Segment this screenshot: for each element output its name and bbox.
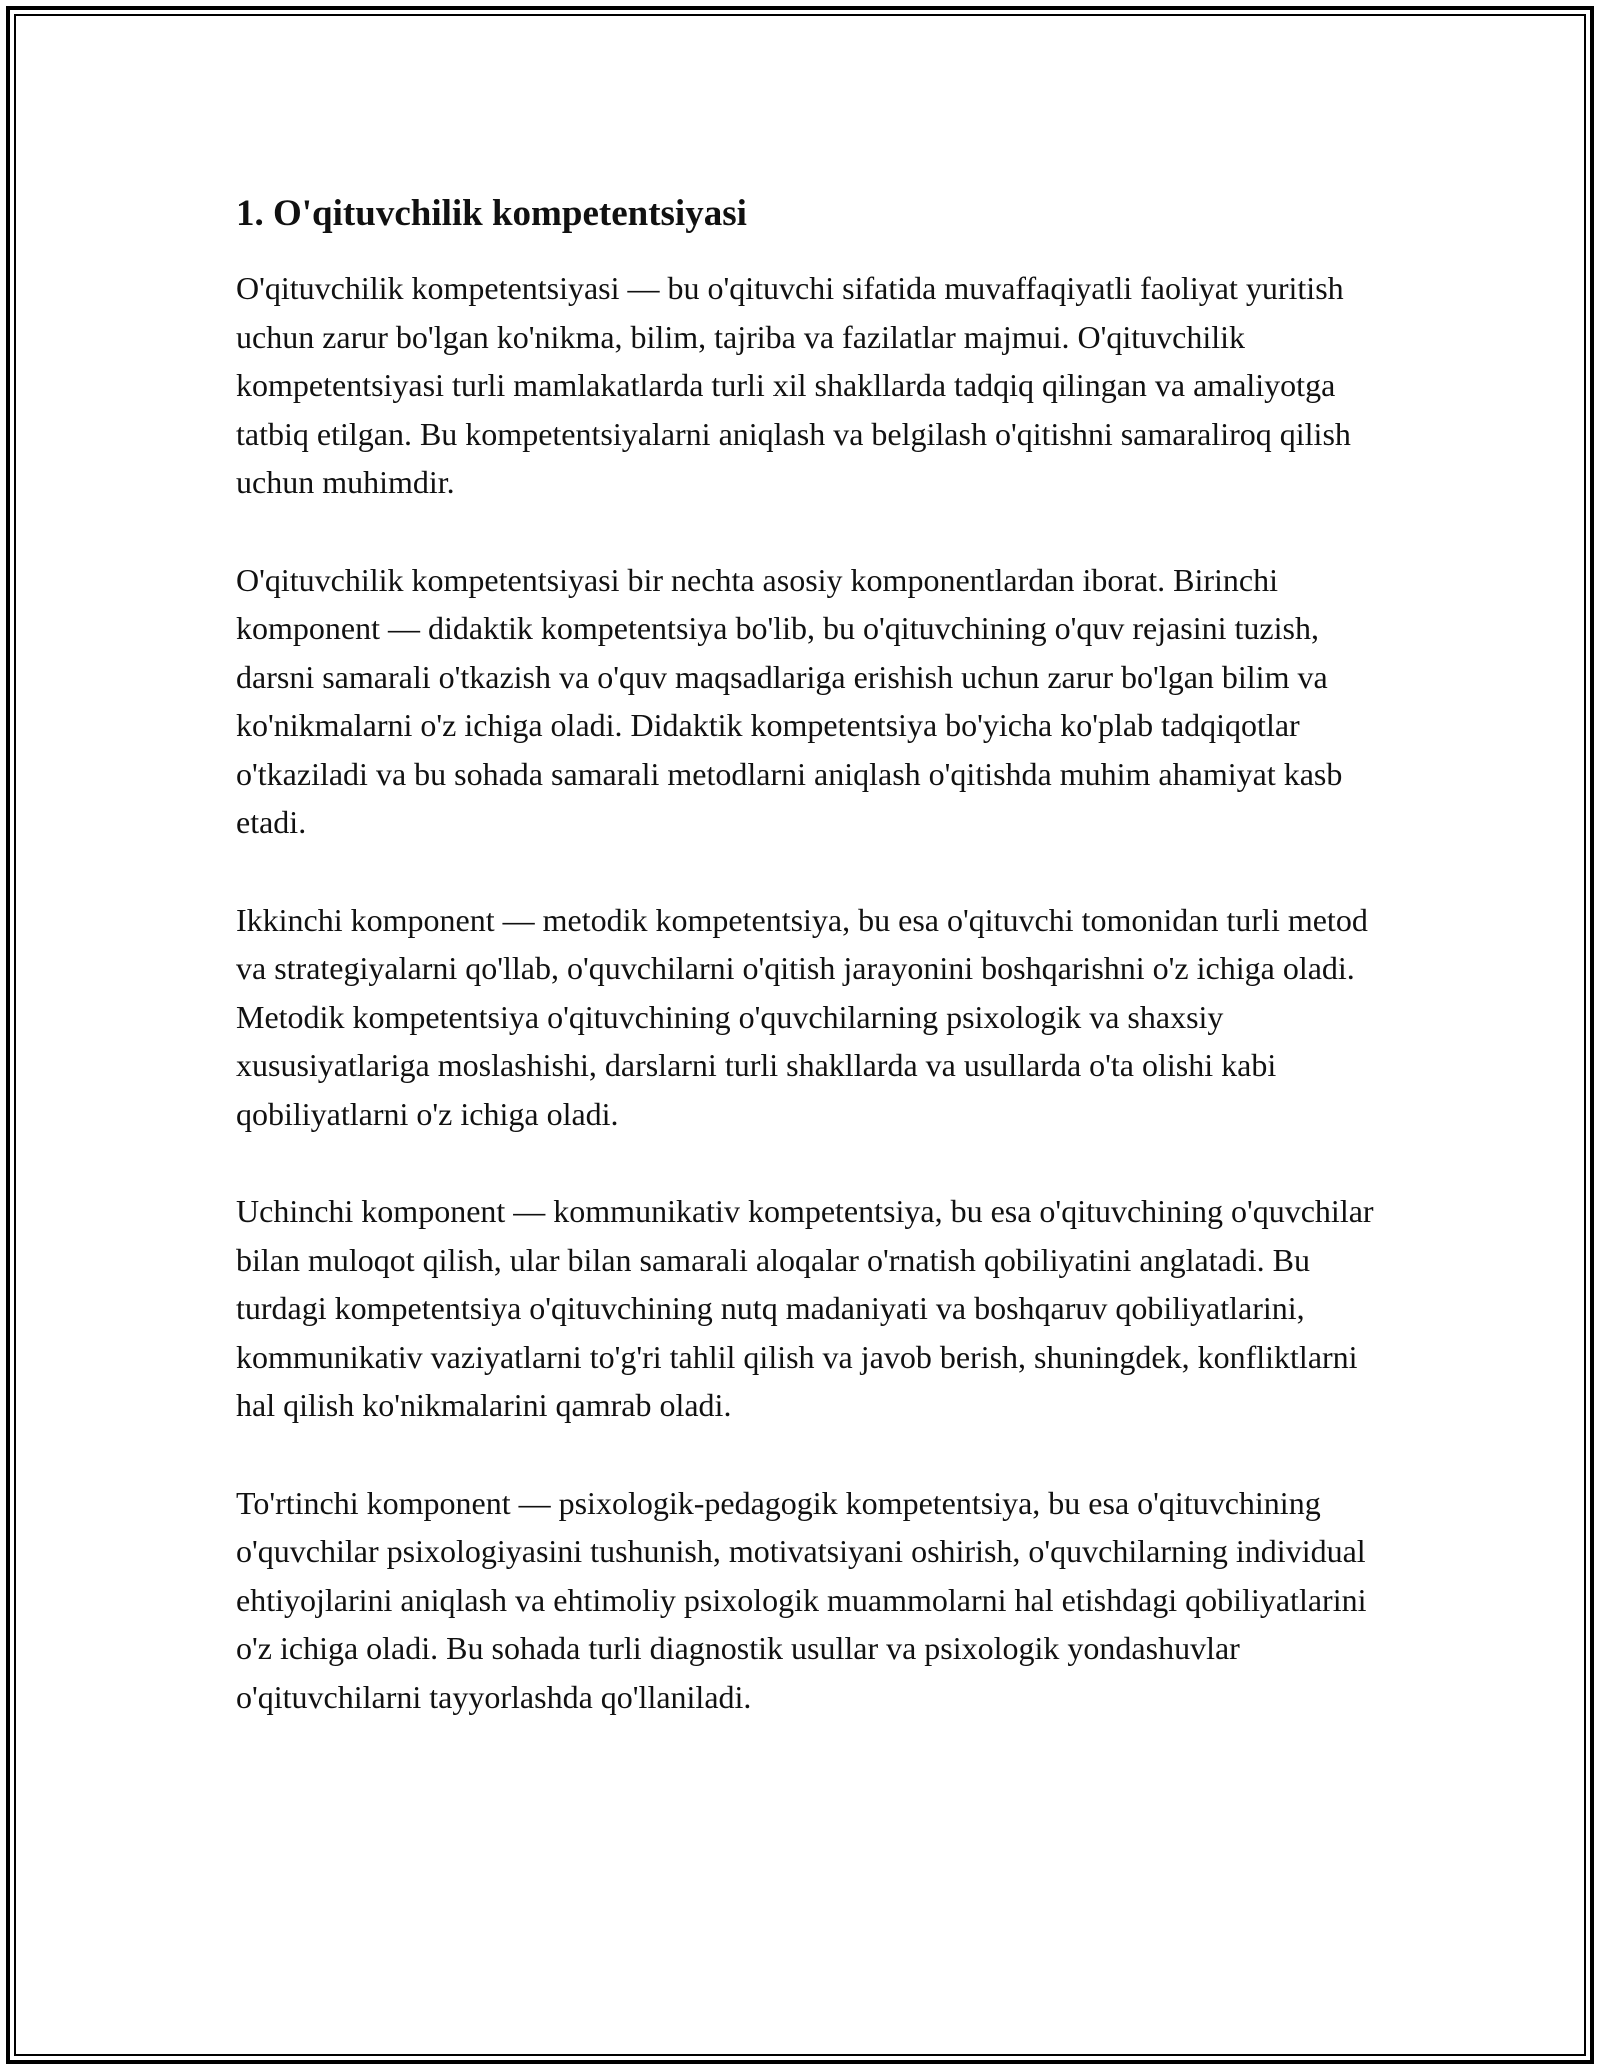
paragraph-didactic-component: O'qituvchilik kompetentsiyasi bir nechta asosiy komponentlardan iborat. Birinchi komponent — didaktik kompetentsiya bo'lib, bu o'qituvchining o'quv rejasini tuzish, darsni samarali o'tkazish va o'quv maqsadlariga erishish uchun zarur bo'lgan bilim va ko'nikmalarni o'z ichiga oladi. Didaktik kompetentsiya bo'yicha ko'plab tadqiqotlar o'tkaziladi va bu sohada samarali metodlarni aniqlash o'qitishda muhim ahamiyat kasb etadi. (236, 561, 1343, 840)
paragraph-intro: O'qituvchilik kompetentsiyasi — bu o'qituvchi sifatida muvaffaqiyatli faoliyat yuritish uchun zarur bo'lgan ko'nikma, bilim, tajriba va fazilatlar majmui. O'qituvchilik kompetentsiyasi turli mamlakatlarda turli xil shakllarda tadqiq qilingan va amaliyotga tatbiq etilgan. Bu kompetentsiyalarni aniqlash va belgilash o'qitishni samaraliroq qilish uchun muhimdir. (236, 270, 1351, 500)
paragraph-methodical-component: Ikkinchi komponent — metodik kompetentsiya, bu esa o'qituvchi tomonidan turli metod va strategiyalarni qo'llab, o'quvchilarni o'qitish jarayonini boshqarishni o'z ichiga oladi. Metodik kompetentsiya o'qituvchining o'quvchilarning psixologik va shaxsiy xususiyatlariga moslashishi, darslarni turli shakllarda va usullarda o'ta olishi kabi qobiliyatlarni o'z ichiga oladi. (236, 901, 1368, 1132)
paragraph-communicative-component: Uchinchi komponent — kommunikativ kompetentsiya, bu esa o'qituvchining o'quvchilar bilan muloqot qilish, ular bilan samarali aloqalar o'rnatish qobiliyatini anglatadi. Bu turdagi kompetentsiya o'qituvchining nutq madaniyati va boshqaruv qobiliyatlarini, kommunikativ vaziyatlarni to'g'ri tahlil qilish va javob berish, shuningdek, konfliktlarni hal qilish ko'nikmalarini qamrab oladi. (236, 1193, 1374, 1423)
document-body (236, 186, 1376, 1770)
paragraph-psychological-component: To'rtinchi komponent — psixologik-pedagogik kompetentsiya, bu esa o'qituvchining o'quvchilar psixologiyasini tushunish, motivatsiyani oshirish, o'quvchilarning individual ehtiyojlarini aniqlash va ehtimoliy psixologik muammolarni hal etishdagi qobiliyatlarini o'z ichiga oladi. Bu sohada turli diagnostik usullar va psixologik yondashuvlar o'qituvchilarni tayyorlashda qo'llaniladi. (236, 1484, 1367, 1715)
section-heading: 1. O'qituvchilik kompetentsiyasi (236, 193, 747, 234)
